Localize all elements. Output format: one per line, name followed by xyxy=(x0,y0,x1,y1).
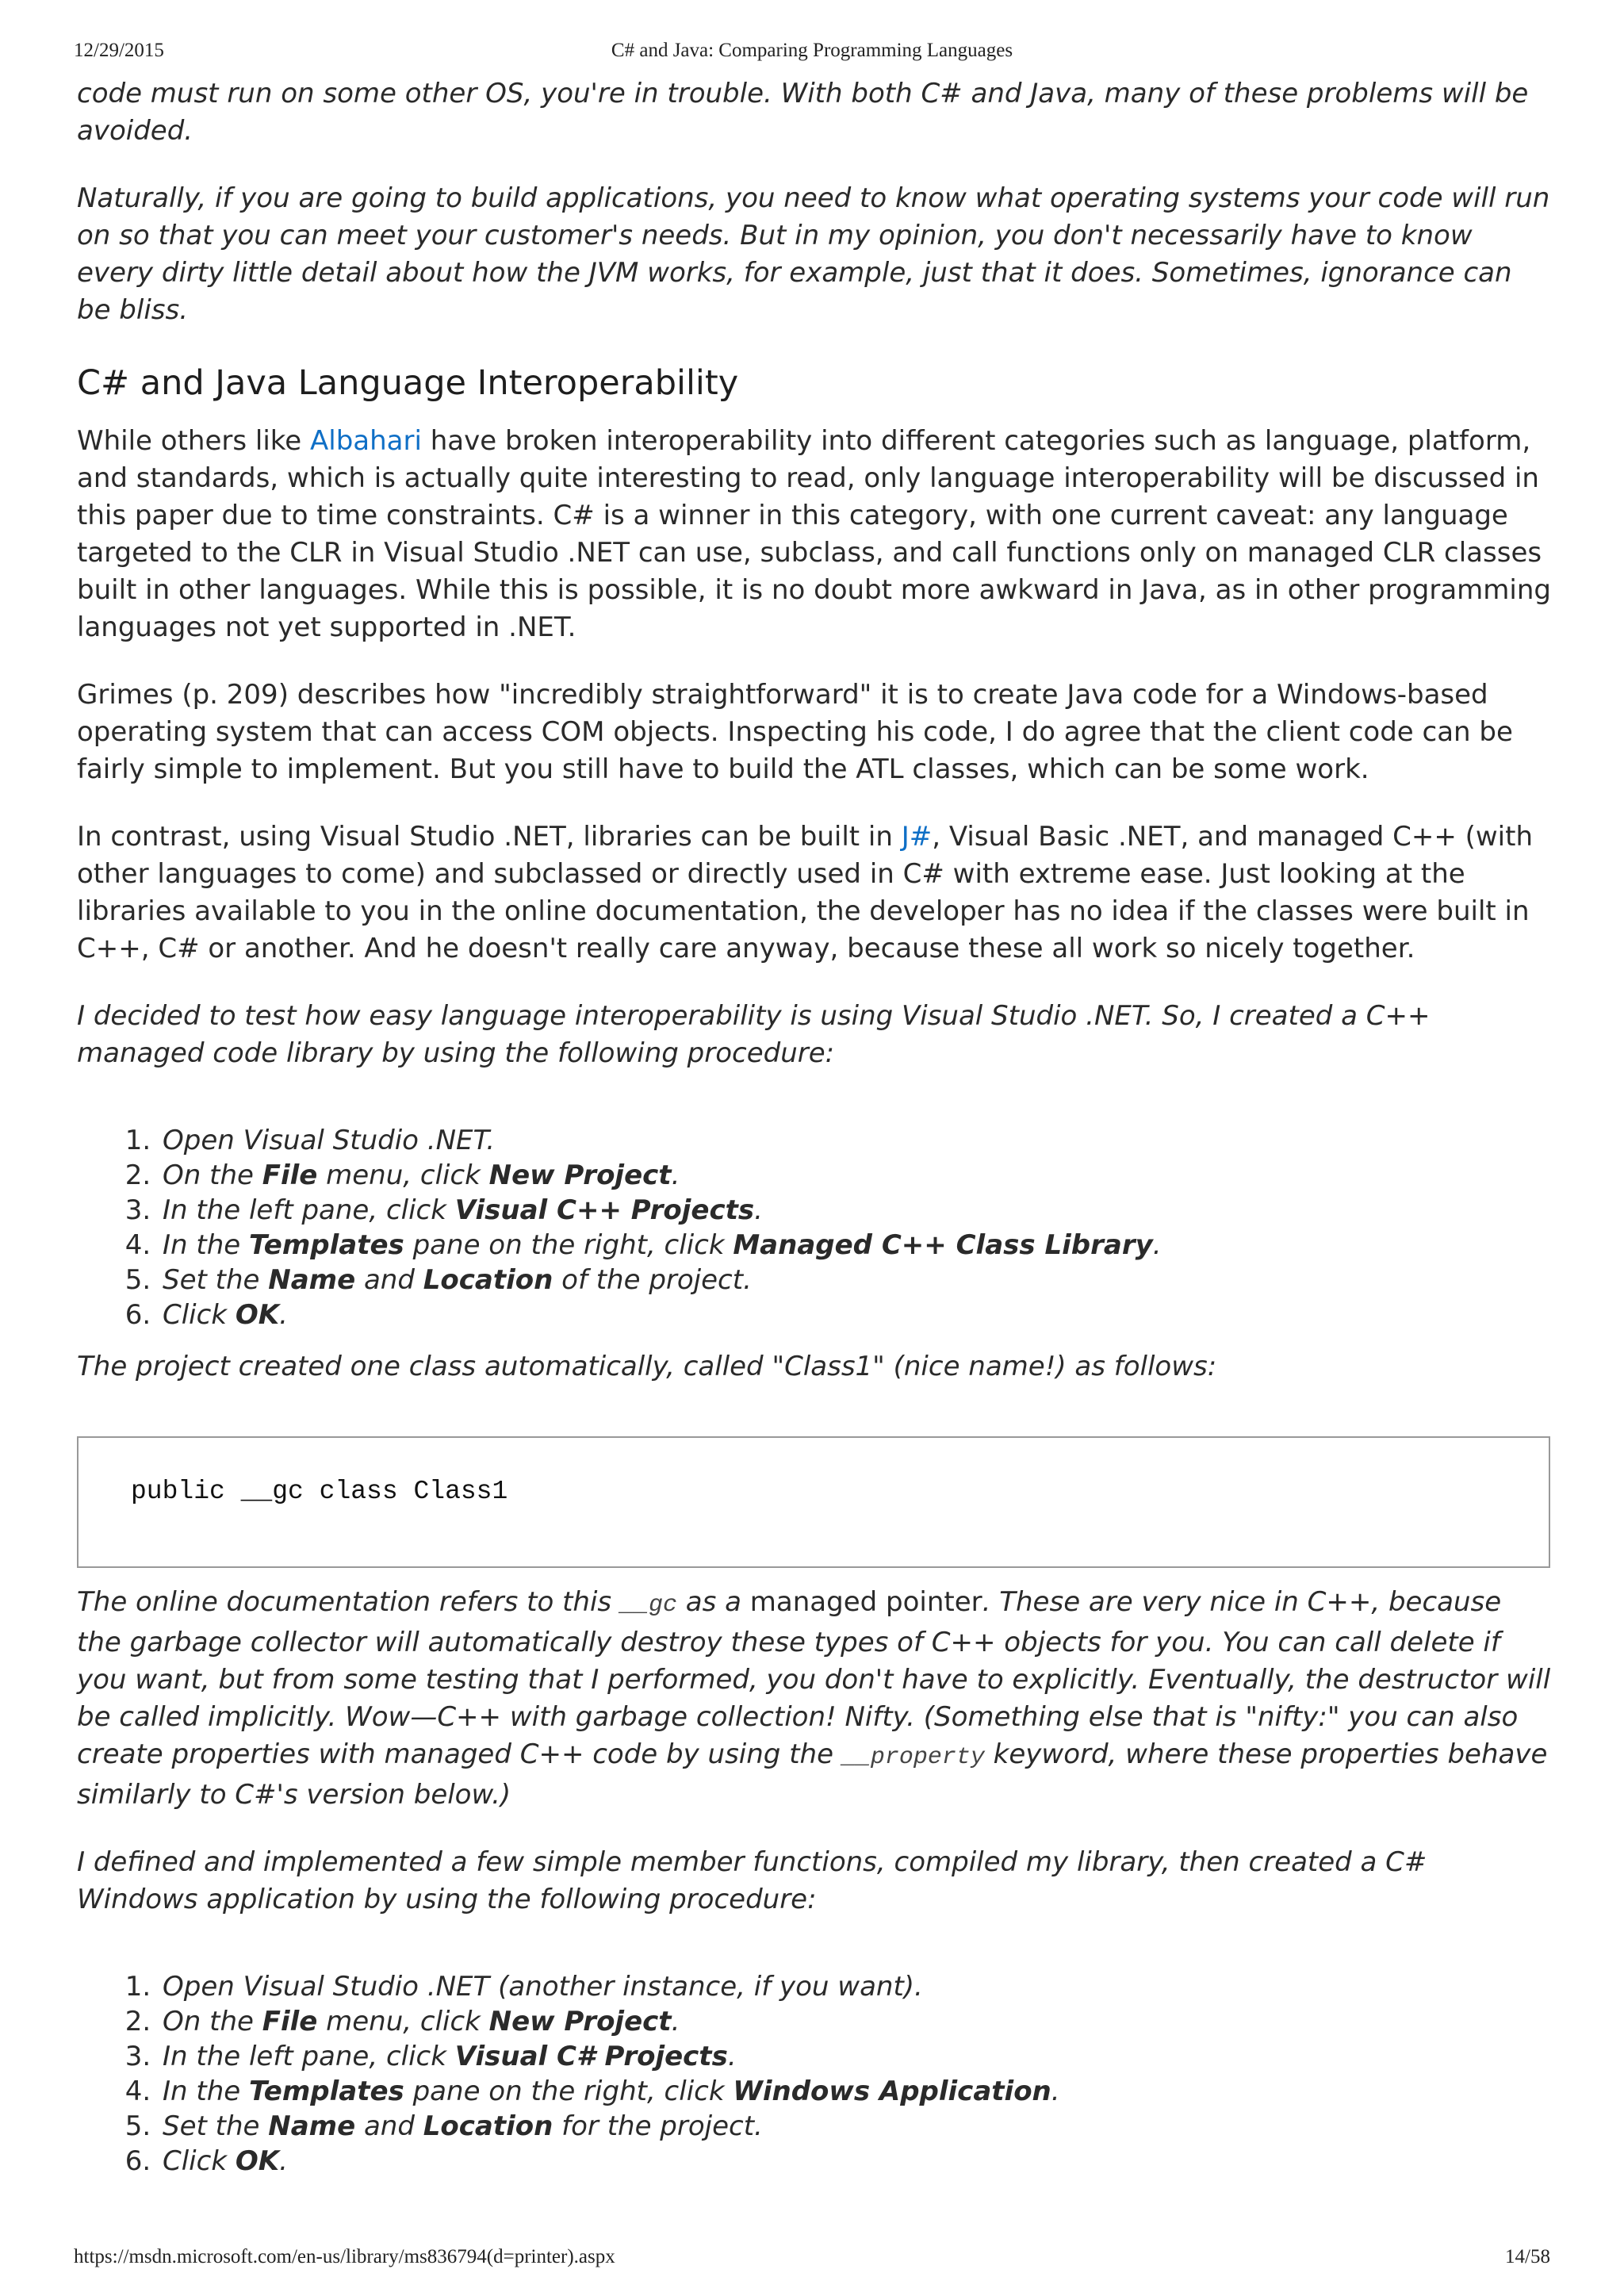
list-item: 5. Set the Name and Location of the project. xyxy=(159,1263,1552,1297)
list-item: 4. In the Templates pane on the right, click Managed C++ Class Library. xyxy=(159,1228,1552,1263)
procedure-list-csharp xyxy=(77,1969,1552,2179)
intro-paragraph-1: code must run on some other OS, you're in trouble. With both C# and Java, many of these problems will be avoided. xyxy=(77,78,1529,147)
section-heading: C# and Java Language Interoperability xyxy=(77,363,739,403)
intro-paragraph-2: Naturally, if you are going to build applications, you need to know what operating systems your code will run on so that you can meet your customer's needs. But in my opinion, you don't necessarily have to know every dirty little detail about how the JVM works, for example, just that it does. Sometimes, ignorance can be bliss. xyxy=(77,182,1550,326)
list-item: 1. Open Visual Studio .NET. xyxy=(159,1123,1552,1158)
print-header xyxy=(74,40,1550,67)
list-item: 2. On the File menu, click New Project. xyxy=(159,1158,1552,1193)
inline-code-gc: __gc xyxy=(619,1592,677,1619)
article-body xyxy=(77,75,1552,2179)
list-item: 2. On the File menu, click New Project. xyxy=(159,2004,1552,2039)
list-item: 1. Open Visual Studio .NET (another instance, if you want). xyxy=(159,1969,1552,2004)
print-title: C# and Java: Comparing Programming Languages xyxy=(611,40,1013,61)
interop-paragraph-3: In contrast, using Visual Studio .NET, libraries can be built in J#, Visual Basic .NET, and managed C++ (with other languages to come) and subclassed or directly used in C# with extreme ease. Just looking at the libraries available to you in the online documentation, the developer has no idea if the classes were built in C++, C# or another. And he doesn't really care anyway, because these all work so nicely together. xyxy=(77,821,1534,964)
code-line: public __gc class Class1 xyxy=(131,1477,508,1506)
list-item: 6. Click OK. xyxy=(159,2144,1552,2179)
procedure-list-cpp xyxy=(77,1123,1552,1332)
interop-paragraph-4: I decided to test how easy language interoperability is using Visual Studio .NET. So, I created a C++ managed code library by using the following procedure: xyxy=(77,1000,1431,1069)
list-item: 3. In the left pane, click Visual C++ Projects. xyxy=(159,1193,1552,1228)
list-item: 3. In the left pane, click Visual C# Projects. xyxy=(159,2039,1552,2074)
inline-code-property: __property xyxy=(841,1744,985,1771)
list-item: 4. In the Templates pane on the right, click Windows Application. xyxy=(159,2074,1552,2109)
defined-paragraph: I defined and implemented a few simple member functions, compiled my library, then created a C# Windows application by using the following procedure: xyxy=(77,1846,1427,1915)
list-item: 6. Click OK. xyxy=(159,1297,1552,1332)
print-footer xyxy=(74,2246,1550,2273)
page-number: 14/58 xyxy=(1505,2246,1550,2267)
jsharp-link[interactable]: J# xyxy=(901,821,933,853)
print-date: 12/29/2015 xyxy=(74,40,164,61)
managed-pointer-paragraph: The online documentation refers to this __gc as a managed pointer. These are very nice in C++, because the garbage collector will automatically destroy these types of C++ objects for you. You can call delete if you want, but from some testing that I performed, you don't have to explicitly. Eventually, the destructor will be called implicitly. Wow—C++ with garbage collection! Nifty. (Something else that is "nifty:" you can also create properties with managed C++ code by using the __property keyword, where these properties behave similarly to C#'s version below.) xyxy=(77,1586,1551,1811)
interop-paragraph-1: While others like Albahari have broken interoperability into different categories such as language, platform, and standards, which is actually quite interesting to read, only language interoperability will be discussed in this paper due to time constraints. C# is a winner in this category, with one current caveat: any language targeted to the CLR in Visual Studio .NET can use, subclass, and call functions only on managed CLR classes built in other languages. While this is possible, it is no doubt more awkward in Java, as in other programming languages not yet supported in .NET. xyxy=(77,425,1551,643)
interop-paragraph-2: Grimes (p. 209) describes how "incredibly straightforward" it is to create Java code for a Windows-based operating system that can access COM objects. Inspecting his code, I do agree that the client code can be fairly simple to implement. But you still have to build the ATL classes, which can be some work. xyxy=(77,679,1513,785)
code-block xyxy=(77,1436,1550,1568)
class1-intro: The project created one class automatically, called "Class1" (nice name!) as follows: xyxy=(77,1351,1217,1382)
print-url: https://msdn.microsoft.com/en-us/library/ms836794(d=printer).aspx xyxy=(74,2246,615,2267)
albahari-link[interactable]: Albahari xyxy=(309,425,422,457)
list-item: 5. Set the Name and Location for the project. xyxy=(159,2109,1552,2144)
